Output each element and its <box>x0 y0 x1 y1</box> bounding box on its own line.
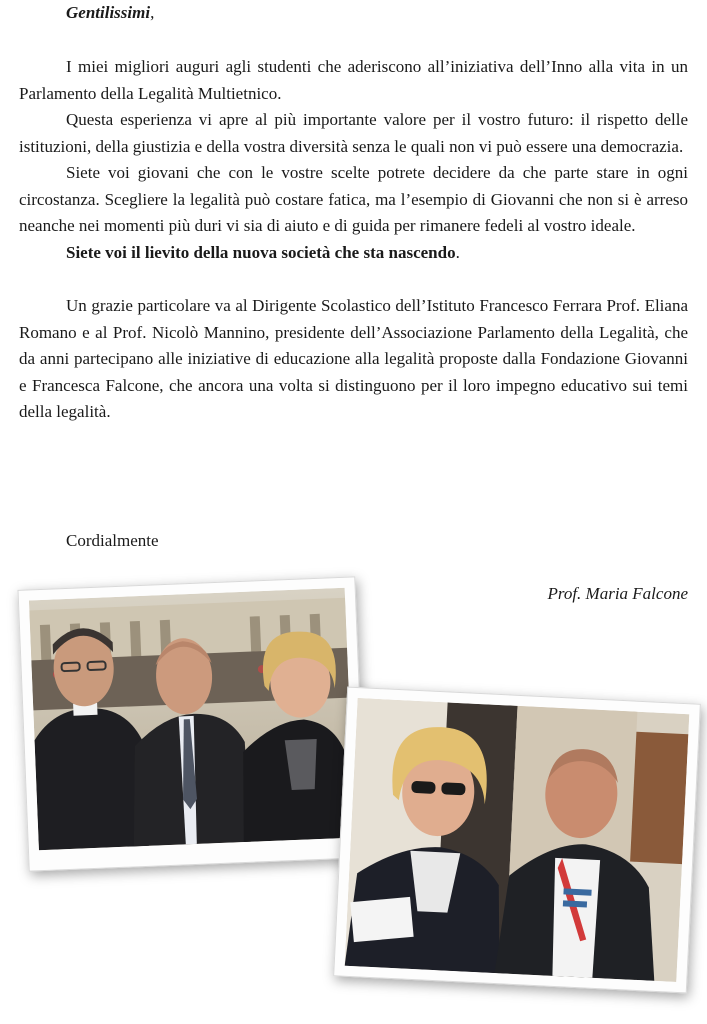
paragraph-4-end: . <box>455 242 460 262</box>
signature: Prof. Maria Falcone <box>547 584 688 603</box>
closing: Cordialmente <box>66 531 159 550</box>
paragraph-1: I miei migliori auguri agli studenti che aderiscono all’iniziativa dell’Inno alla vita in un Parlamento della Legalità Multietnico. <box>19 57 688 103</box>
paragraph-2: Questa esperienza vi apre al più importante valore per il vostro futuro: il rispetto delle istituzioni, della giustizia e della vostra diversità senza le quali non vi può essere una democrazia. <box>19 110 688 156</box>
photo-three-people-image <box>29 588 355 850</box>
paragraph-4-bold: Siete voi il lievito della nuova società che sta nascendo <box>66 242 456 262</box>
paragraph-5: Un grazie particolare va al Dirigente Scolastico dell’Istituto Francesco Ferrara Prof. Eliana Romano e al Prof. Nicolò Mannino, presidente dell’Associazione Parlamento della Legalità, che da anni partecipano alle iniziative di educazione alla legalità proposte dalla Fondazione Giovanni e Francesca Falcone, che ancora una volta si distinguono per il loro impegno educativo sui temi della legalità. <box>19 296 688 421</box>
salutation <box>66 3 154 23</box>
letter-body <box>19 54 688 426</box>
photo-two-people <box>333 687 701 994</box>
salutation-text: Gentilissimi <box>66 3 151 22</box>
paragraph-4 <box>19 240 688 267</box>
photo-two-people-image <box>345 698 690 982</box>
photo-three-people <box>17 576 366 871</box>
salutation-comma: , <box>150 3 155 22</box>
paragraph-3: Siete voi giovani che con le vostre scelte potrete decidere da che parte stare in ogni circostanza. Scegliere la legalità può costare fatica, ma l’esempio di Giovanni che non si è arreso neanche nei momenti più duri vi sia di aiuto e di guida per rimanere fedeli al vostro ideale. <box>19 163 688 235</box>
